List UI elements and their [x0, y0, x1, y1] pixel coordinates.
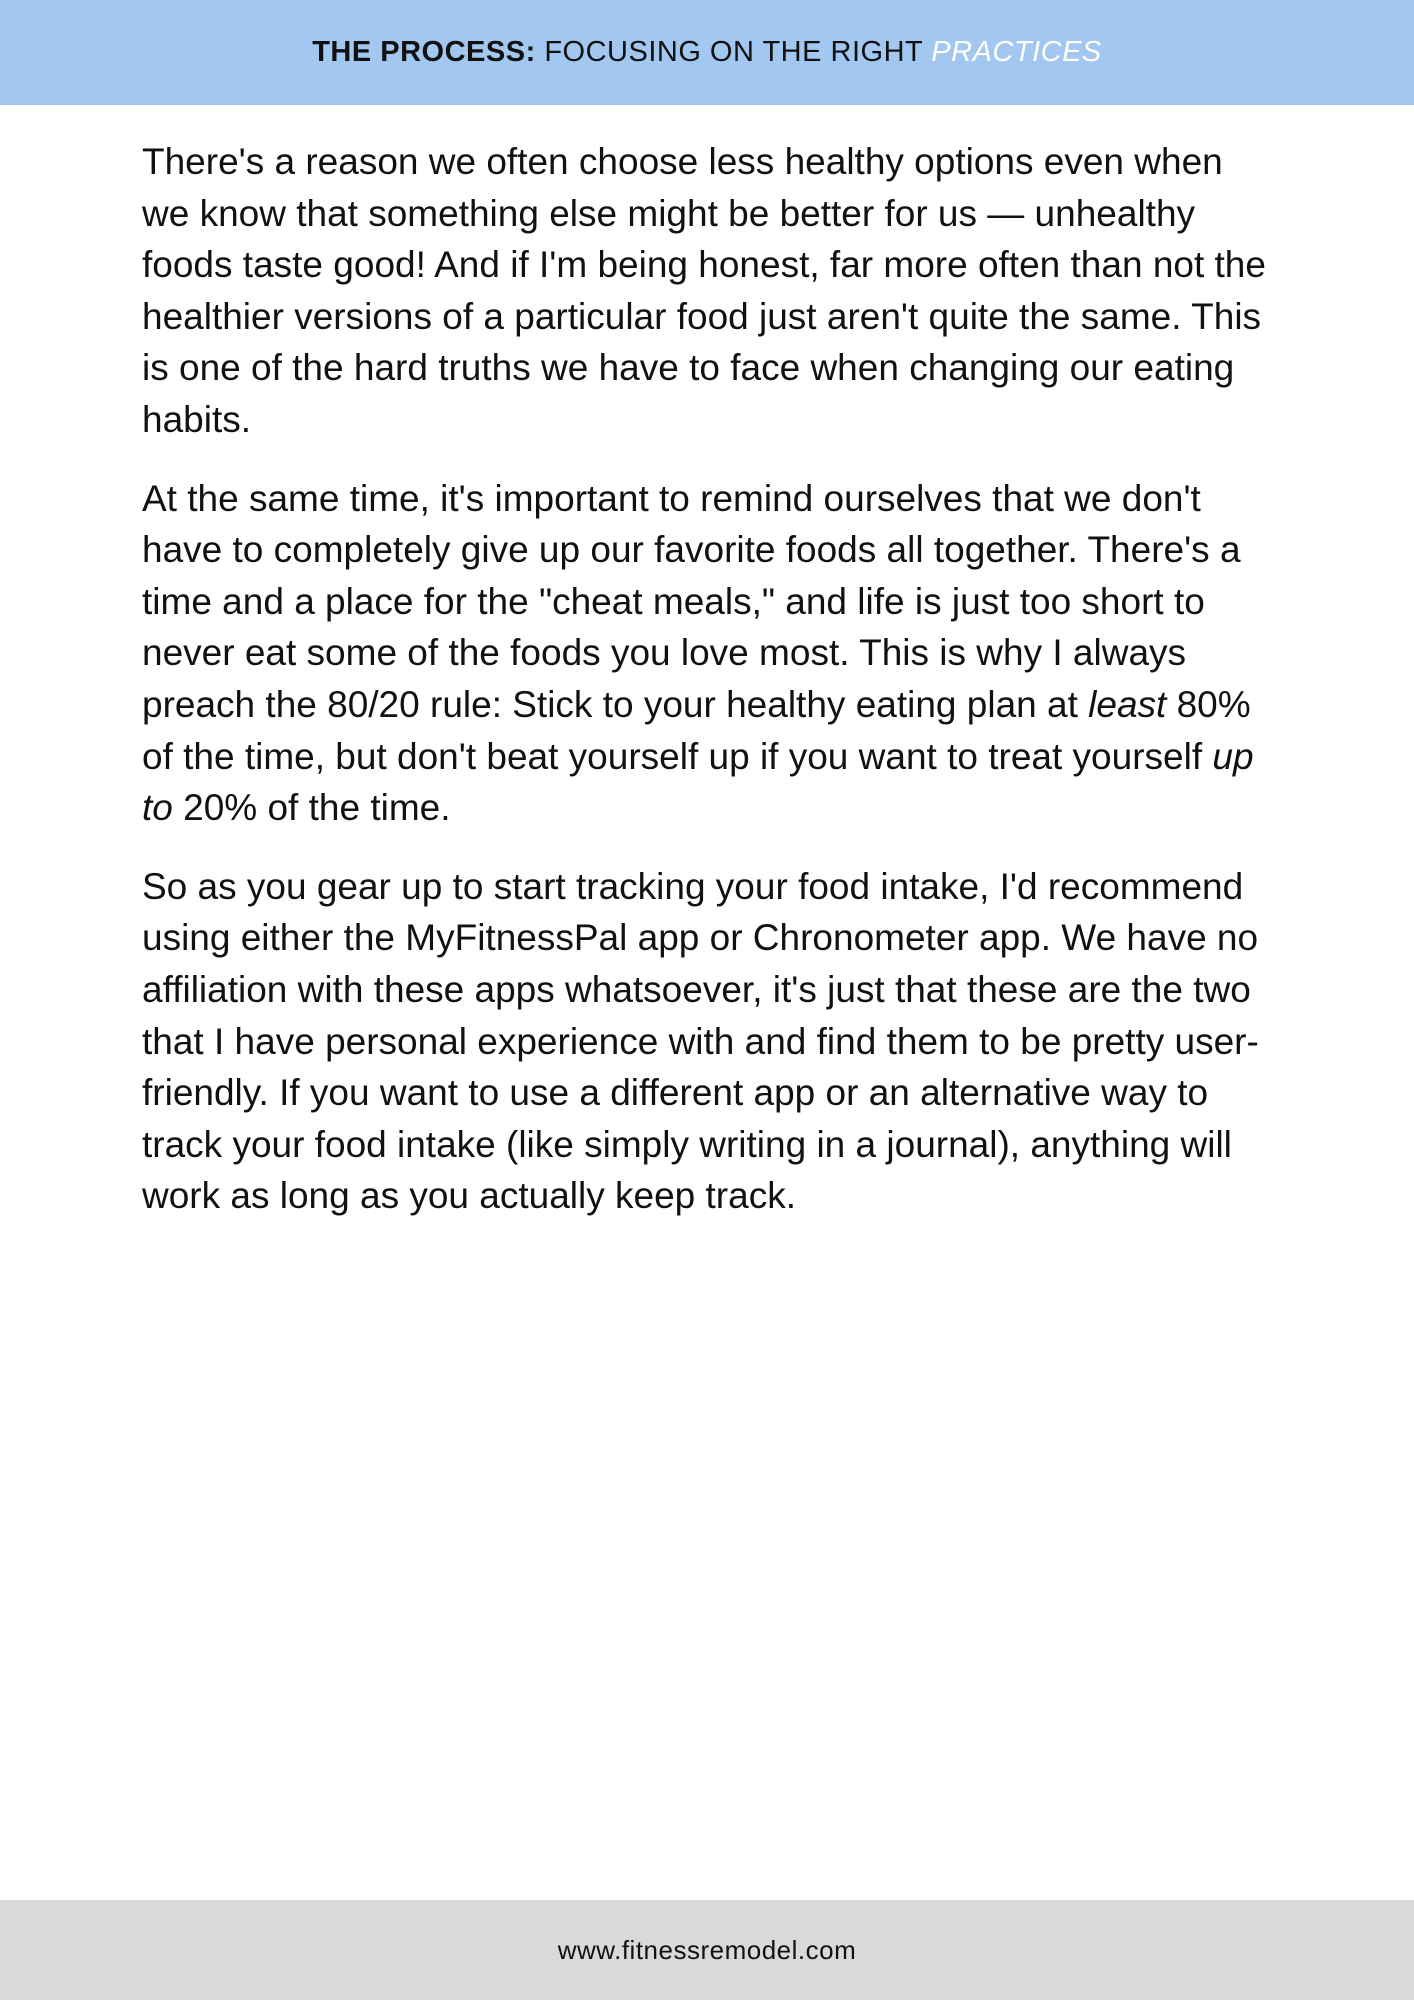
footer-website-link[interactable]: www.fitnessremodel.com: [557, 1934, 857, 1965]
paragraph-reason-unhealthy: There's a reason we often choose less healthy options even when we know that something else might be better for us — unhealthy foods taste good! And if I'm being honest, far more often than not the healthier versions of a particular food just aren't quite the same. This is one of the hard truths we have to face when changing our eating habits.: [142, 141, 1266, 440]
emphasis-least: least: [1088, 683, 1167, 725]
body-content: [142, 136, 1277, 1249]
footer-band: [0, 1900, 1414, 2000]
page-title-bold: THE PROCESS:: [312, 36, 536, 68]
paragraph-80-20-rule: [142, 473, 1277, 834]
emphasis-up-to: up to: [142, 735, 1254, 829]
paragraph-text: At the same time, it's important to remind ourselves that we don't have to completely give up our favorite foods all together. There's a time and a place for the "cheat meals," and life is just too short to never eat some of the foods you love most. This is why I always preach the 80/20 rule: Stick to your healthy eating plan at: [142, 477, 1241, 725]
header-band: [0, 0, 1414, 105]
paragraph-tracking-apps: So as you gear up to start tracking your food intake, I'd recommend using either the MyFitnessPal app or Chronometer app. We have no affiliation with these apps whatsoever, it's just that these are the two that I have personal experience with and find them to be pretty user-friendly. If you want to use a different app or an alternative way to track your food intake (like simply writing in a journal), anything will work as long as you actually keep track.: [142, 865, 1259, 1217]
paragraph-text: 80% of the time, but don't beat yourself up if you want to treat yourself: [142, 683, 1251, 777]
paragraph-text: 20% of the time.: [172, 787, 451, 829]
page-title-accent: PRACTICES: [931, 36, 1102, 68]
page-title-regular: FOCUSING ON THE RIGHT: [544, 36, 923, 68]
page-title: [312, 36, 1102, 69]
